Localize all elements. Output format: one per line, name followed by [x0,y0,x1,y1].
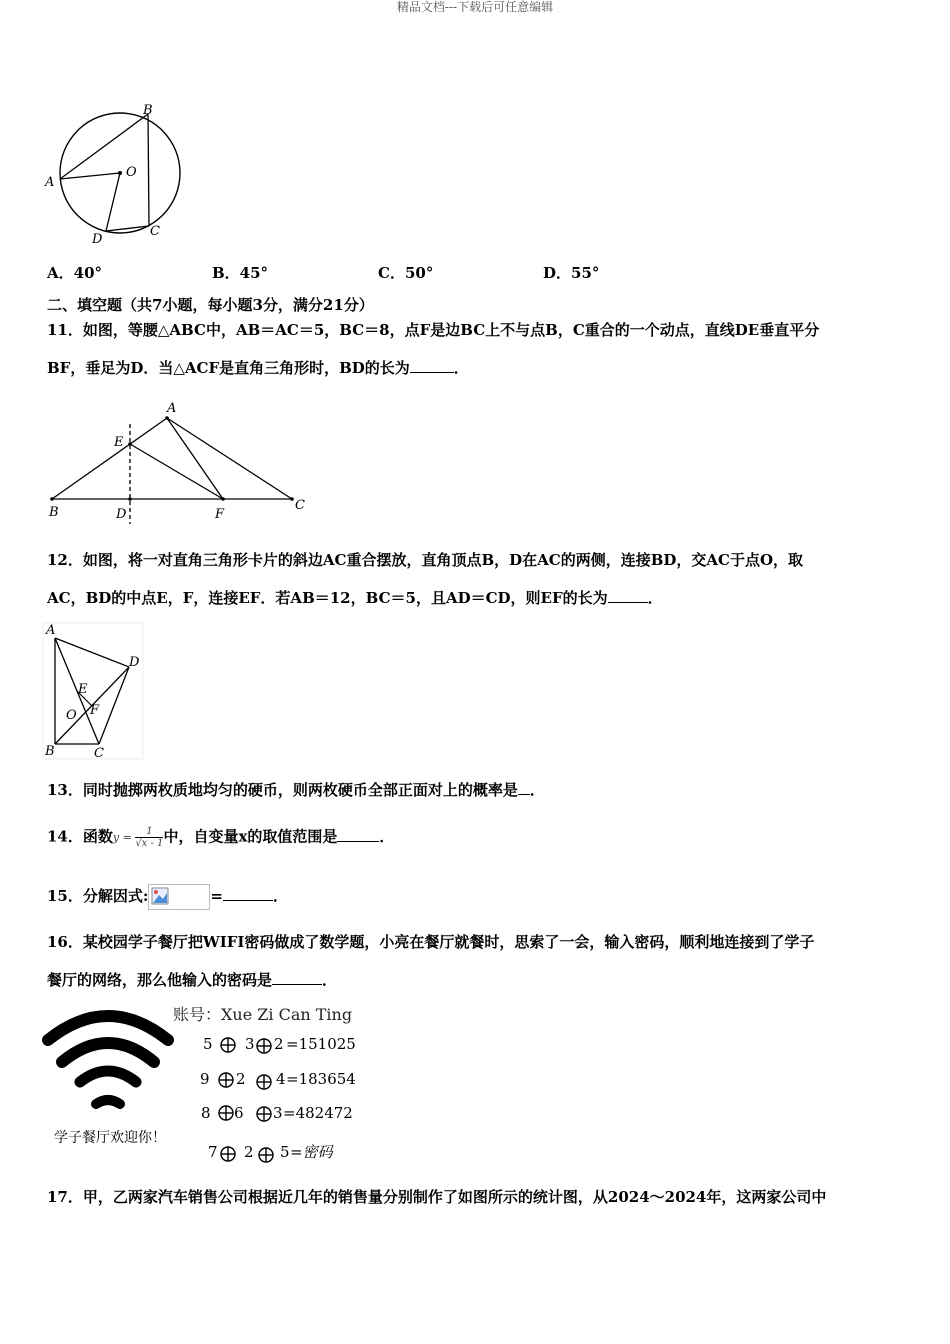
option-d: D．55° [543,264,600,282]
option-c: C．50° [378,264,434,282]
broken-image-icon [148,884,210,910]
label-F: F [90,703,100,718]
row3-result: =482472 [283,1104,353,1122]
wifi-puzzle-figure [40,1000,360,1172]
label-O: O [66,708,77,723]
wifi-icon [48,1016,168,1104]
section-title: 二、填空题（共7小题，每小题3分，满分21分） [47,296,374,314]
q15: 15．分解因式: = ． [47,884,288,910]
oplus-icon [221,1147,235,1161]
row1-b: 3 [245,1035,255,1053]
label-A: A [167,401,177,416]
answer-blank [272,970,322,985]
row2-result: =183654 [286,1070,356,1088]
row2-c: 4 [276,1070,286,1088]
label-C: C [295,498,305,513]
triangle-figure [40,396,320,528]
account-text: 账号：Xue Zi Can Ting [173,1005,353,1024]
label-D: D [129,655,140,670]
answer-blank [608,588,648,603]
oplus-icon [257,1107,271,1121]
answer-blank [337,827,379,842]
q12-text: AC，BD的中点E，F，连接EF．若AB＝12，BC＝5，且AD＝CD，则EF的长为 [47,589,608,607]
option-b: B．45° [212,264,269,282]
oplus-icon [219,1106,233,1120]
q12-line1: 12．如图，将一对直角三角形卡片的斜边AC重合摆放，直角顶点B，D在AC的两侧，连接BD，交AC于点O，取 [47,551,804,569]
quadrilateral-figure [42,622,146,762]
row1-a: 5 [203,1035,213,1053]
q13: 13．同时抛掷两枚质地均匀的硬币，则两枚硬币全部正面对上的概率是 ． [47,781,545,799]
q16-line1: 16．某校园学子餐厅把WIFI密码做成了数学题，小亮在餐厅就餐时，思索了一会，输入密码，顺利地连接到了学子 [47,933,815,951]
q16-text: 餐厅的网络，那么他输入的密码是 [47,971,273,989]
circle-figure [40,100,200,250]
row4-c: 5 [280,1143,290,1161]
q11-line1: 11．如图，等腰△ABC中，AB＝AC＝5，BC＝8，点F是边BC上不与点B，C重合的一个动点，直线DE垂直平分 [47,321,820,339]
row1-c: 2 [274,1035,284,1053]
q11-line2: BF，垂足为D．当△ACF是直角三角形时，BD的长为 ． [47,359,469,377]
q13-text: 13．同时抛掷两枚质地均匀的硬币，则两枚硬币全部正面对上的概率是 [47,781,518,799]
q16-line2: 餐厅的网络，那么他输入的密码是 ． [47,971,338,989]
row4-a: 7 [208,1143,218,1161]
row3-b: 6 [234,1104,244,1122]
row1-result: =151025 [286,1035,356,1053]
label-B: B [49,505,59,520]
row3-c: 3 [273,1104,283,1122]
label-O: O [126,165,137,180]
row3-a: 8 [201,1104,211,1122]
label-A: A [45,175,55,190]
q12-line2: AC，BD的中点E，F，连接EF．若AB＝12，BC＝5，且AD＝CD，则EF的长为 ． [47,589,663,607]
row4-result: =密码 [290,1143,333,1161]
q17-line1: 17．甲，乙两家汽车销售公司根据近几年的销售量分别制作了如图所示的统计图，从2024～2024年，这两家公司中 [47,1188,827,1206]
oplus-icon [257,1075,271,1089]
label-C: C [94,746,104,761]
option-a: A．40° [47,264,103,282]
answer-blank [410,358,454,373]
label-B: B [45,744,55,759]
label-B: B [143,103,153,118]
row2-b: 2 [236,1070,246,1088]
oplus-icon [219,1073,233,1087]
row2-a: 9 [200,1070,210,1088]
label-C: C [150,224,160,239]
label-D: D [92,232,103,247]
label-E: E [78,682,88,697]
q11-text: BF，垂足为D．当△ACF是直角三角形时，BD的长为 [47,359,410,377]
label-F: F [215,507,225,522]
function-expr: y = $\frac{1}{√x - 1}$ [112,826,164,849]
page-header: 精品文档---下载后可任意编辑 [396,0,554,14]
oplus-icon [259,1148,273,1162]
row4-b: 2 [244,1143,254,1161]
welcome-text: 学子餐厅欢迎你！ [54,1130,166,1146]
answer-blank [223,886,273,901]
label-D: D [116,507,127,522]
oplus-icon [257,1039,271,1053]
answer-blank [518,780,530,795]
oplus-icon [221,1038,235,1052]
q14: 14．函数y = $\frac{1}{√x - 1}$ 中，自变量x的取值范围是 ． [47,826,395,849]
label-E: E [114,435,124,450]
label-A: A [46,623,56,638]
